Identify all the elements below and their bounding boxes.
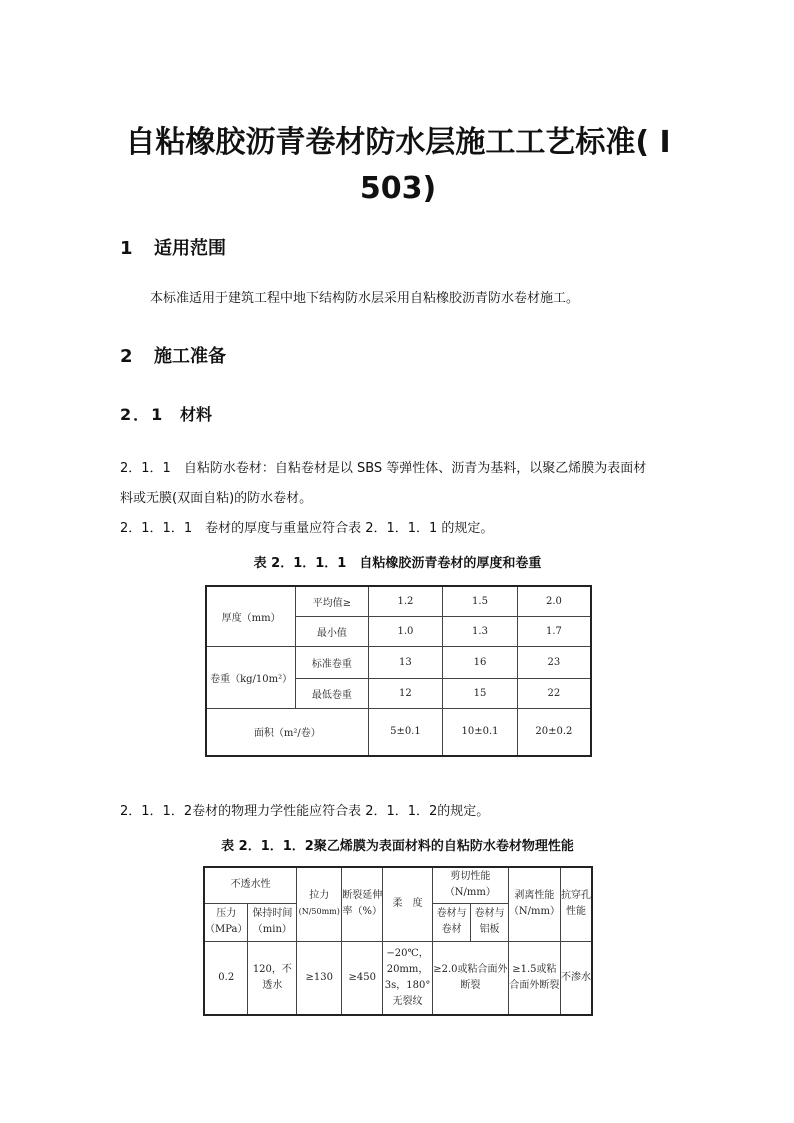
table-cell: 20±0.2: [517, 708, 591, 756]
table-cell: 最小值: [296, 616, 368, 646]
table-header: 压力（MPa）: [204, 903, 248, 941]
table-cell: 22: [517, 678, 591, 708]
table-cell: 平均值≥: [296, 586, 368, 616]
table-cell: 1.5: [443, 586, 518, 616]
table-header: 断裂延伸率（%）: [342, 867, 383, 941]
section-2-heading: [120, 342, 226, 368]
title-line-2: 503): [359, 171, 437, 206]
table-header: 抗穿孔性能: [560, 867, 592, 941]
table-cell: 标准卷重: [296, 646, 368, 678]
table-header: 不透水性: [204, 867, 297, 903]
section-number: 2: [120, 346, 133, 367]
section-1-heading: [120, 234, 226, 260]
table-cell: 0.2: [204, 941, 248, 1015]
section-number: 1: [120, 238, 133, 259]
paragraph-2-1-1-2: 2．1．1．2卷材的物理力学性能应符合表 2．1．1．2的规定。: [120, 804, 490, 819]
table-cell: 1.2: [368, 586, 443, 616]
table-cell: 16: [443, 646, 518, 678]
table-cell: 13: [368, 646, 443, 678]
header-line: (N/50mm): [298, 907, 340, 917]
table-cell: 不渗水: [560, 941, 592, 1015]
table-header: 卷材与铝板: [471, 903, 509, 941]
table-cell: 12: [368, 678, 443, 708]
table-header: [297, 867, 342, 941]
table-cell: 1.7: [517, 616, 591, 646]
physical-properties-table: [203, 866, 593, 1016]
table-header: 保持时间（min）: [248, 903, 297, 941]
table-cell: 10±0.1: [443, 708, 518, 756]
table-cell: 23: [517, 646, 591, 678]
table-cell: −20℃，20mm，3s，180°无裂纹: [383, 941, 433, 1015]
table-header: 卷材与卷材: [432, 903, 470, 941]
table-cell: 最低卷重: [296, 678, 368, 708]
table-cell: ≥2.0或粘合面外断裂: [432, 941, 508, 1015]
document-title: [118, 120, 678, 212]
table-1-caption: 表 2．1．1．1 自粘橡胶沥青卷材的厚度和卷重: [253, 556, 542, 571]
section-title: 适用范围: [154, 238, 226, 259]
table-header: 柔 度: [383, 867, 433, 941]
thickness-weight-table: [205, 585, 592, 757]
section-title: 施工准备: [154, 346, 226, 367]
table-header: 剪切性能（N/mm）: [432, 867, 508, 903]
table-cell: 2.0: [517, 586, 591, 616]
table-cell: 1.0: [368, 616, 443, 646]
title-line-1: 自粘橡胶沥青卷材防水层施工工艺标准( I: [125, 125, 671, 160]
paragraph-line: 2．1．1 自粘防水卷材：自粘卷材是以 SBS 等弹性体、沥青为基料，以聚乙烯膜为表面材: [120, 461, 647, 476]
table-cell: 120，不透水: [248, 941, 297, 1015]
header-line: 拉力: [309, 890, 330, 902]
table-cell: 15: [443, 678, 518, 708]
paragraph-2-1-1-1: 2．1．1．1 卷材的厚度与重量应符合表 2．1．1．1 的规定。: [120, 521, 494, 536]
table-cell: 卷重（kg/10m²）: [206, 646, 296, 708]
section-number: 2．1: [120, 405, 165, 424]
table-cell: 厚度（mm）: [206, 586, 296, 646]
table-cell: ≥130: [297, 941, 342, 1015]
table-cell: 1.3: [443, 616, 518, 646]
table-cell: ≥1.5或粘合面外断裂: [508, 941, 560, 1015]
section-1-text: 本标准适用于建筑工程中地下结构防水层采用自粘橡胶沥青防水卷材施工。: [150, 291, 580, 306]
table-cell: 5±0.1: [368, 708, 443, 756]
paragraph-2-1-1: [120, 459, 680, 509]
table-header: 剥离性能（N/mm）: [508, 867, 560, 941]
table-2-caption: 表 2．1．1．2聚乙烯膜为表面材料的自粘防水卷材物理性能: [221, 839, 574, 854]
table-cell: 面积（m²/卷）: [206, 708, 368, 756]
section-2-1-heading: [120, 402, 212, 425]
section-title: 材料: [180, 405, 213, 424]
paragraph-line: 料或无膜(双面自粘)的防水卷材。: [120, 491, 313, 506]
table-cell: ≥450: [342, 941, 383, 1015]
